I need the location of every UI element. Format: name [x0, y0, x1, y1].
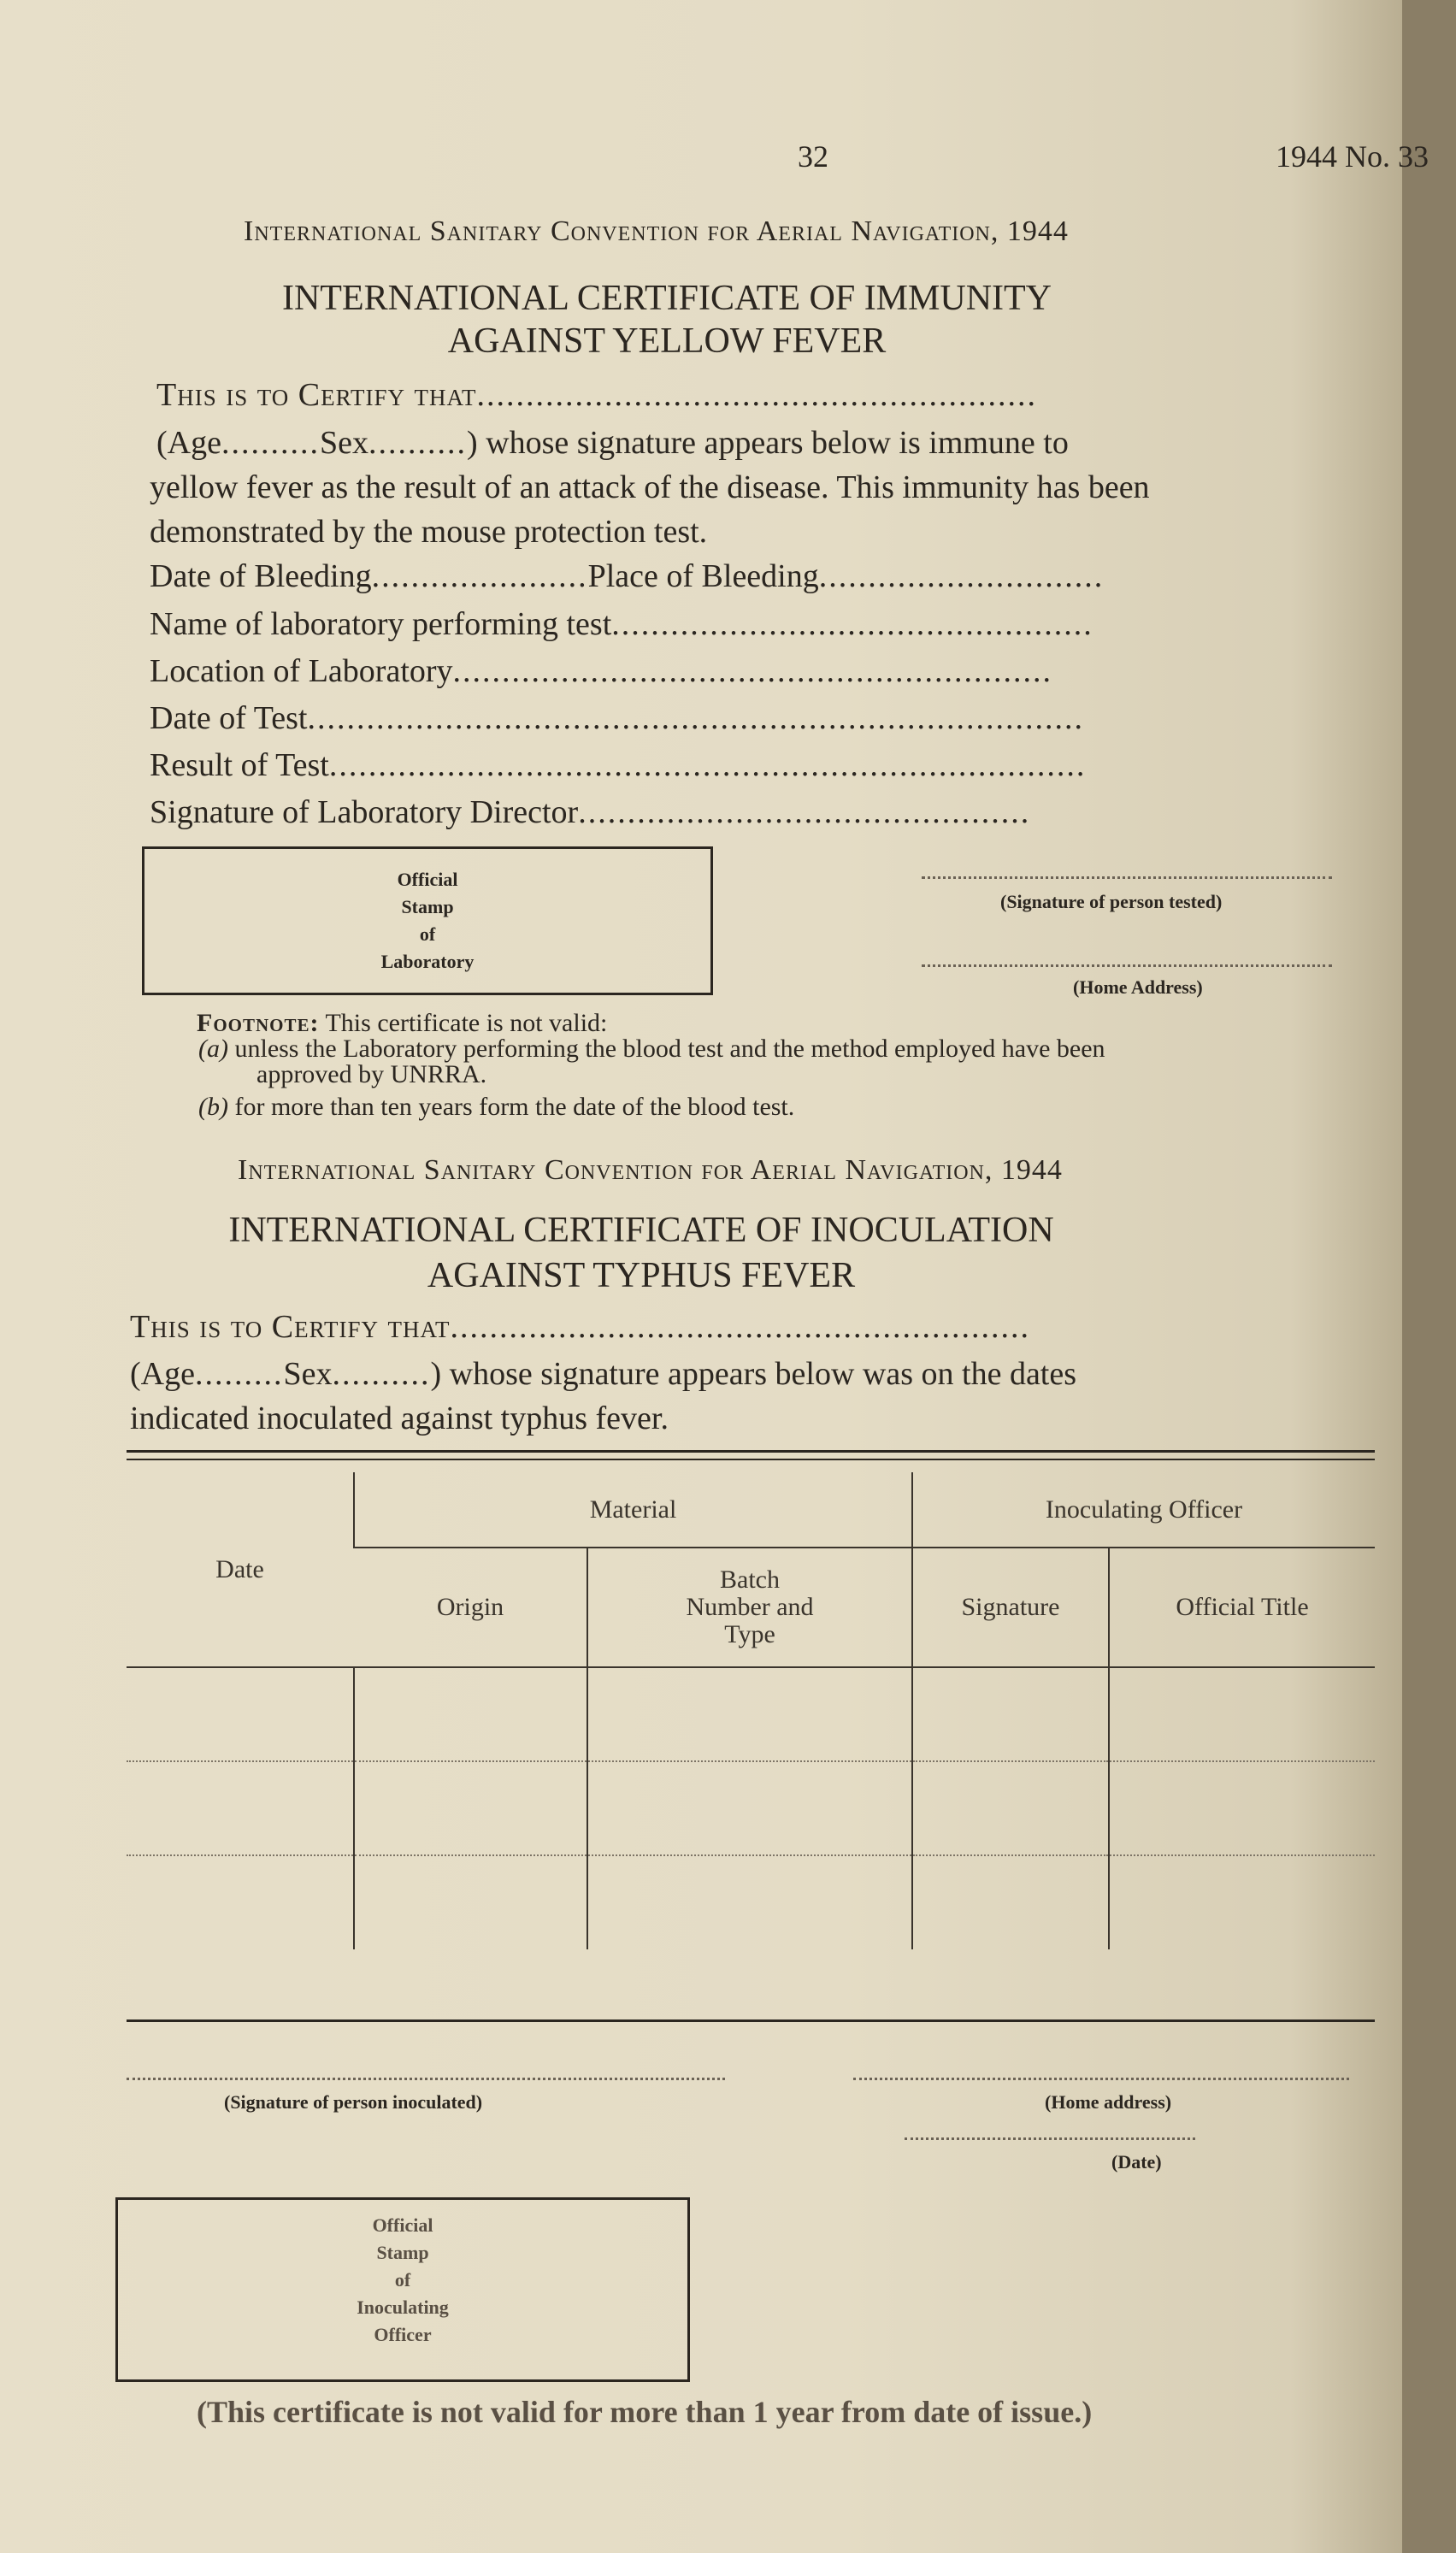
- table-row: [127, 1667, 1375, 1761]
- signature-header: Signature: [912, 1548, 1109, 1667]
- stamp-line: Inoculating: [357, 2297, 449, 2318]
- yellow-fever-title-1: INTERNATIONAL CERTIFICATE OF IMMUNITY: [281, 279, 1052, 318]
- test-result-label: Result of Test: [150, 747, 329, 783]
- typhus-certify-label: This is to Certify that: [130, 1309, 451, 1345]
- lab-location-label: Location of Laboratory: [150, 653, 453, 689]
- table-row: [127, 1761, 1375, 1855]
- stamp-line: Laboratory: [380, 951, 475, 972]
- typhus-whose-text-2: indicated inoculated against typhus fever.: [130, 1400, 669, 1436]
- typhus-title-2: AGAINST TYPHUS FEVER: [427, 1256, 856, 1295]
- batch-header: [587, 1548, 912, 1667]
- validity-notice: (This certificate is not valid for more than 1 year from date of issue.): [197, 2395, 1093, 2429]
- address-line: [922, 964, 1332, 967]
- series-number: 1944 No. 33: [1276, 139, 1429, 174]
- yellow-fever-title-2: AGAINST YELLOW FEVER: [447, 321, 887, 361]
- signature-line: [922, 876, 1332, 879]
- immune-text-2: yellow fever as the result of an attack of the disease. This immunity has been: [150, 469, 1150, 505]
- footnote-label: Footnote:: [197, 1009, 320, 1037]
- inoculating-officer-header: Inoculating Officer: [912, 1472, 1375, 1548]
- typhus-age-label: (Age: [130, 1356, 195, 1392]
- footnote-b: for more than ten years form the date of the blood test.: [234, 1093, 795, 1121]
- director-signature-label: Signature of Laboratory Director: [150, 794, 579, 830]
- footnote-b-label: (b): [198, 1093, 228, 1121]
- stamp-line: Official: [372, 2214, 433, 2236]
- page-number: 32: [798, 139, 828, 174]
- immune-text-3: demonstrated by the mouse protection test.: [150, 514, 708, 550]
- table-row: [127, 1855, 1375, 1949]
- material-header: Material: [354, 1472, 912, 1548]
- origin-header: Origin: [354, 1548, 587, 1667]
- immune-text: ) whose signature appears below is immune to: [466, 425, 1069, 461]
- stamp-line: Stamp: [401, 896, 454, 917]
- stamp-line: Official: [397, 869, 458, 890]
- laboratory-stamp-box: [142, 846, 713, 995]
- convention-heading-1: International Sanitary Convention for Aerial Navigation, 1944: [244, 215, 1069, 247]
- stamp-line: Officer: [374, 2324, 432, 2345]
- signature-tested-caption: (Signature of person tested): [1000, 891, 1223, 912]
- home-address-caption: (Home Address): [1073, 976, 1203, 998]
- date-of-bleeding-label: Date of Bleeding: [150, 558, 372, 594]
- book-edge: [1402, 0, 1456, 2553]
- footnote-text: This certificate is not valid:: [325, 1009, 608, 1037]
- batch-header-line: Type: [724, 1620, 775, 1648]
- test-date-label: Date of Test: [150, 700, 308, 736]
- typhus-home-address-caption: (Home address): [1045, 2091, 1172, 2113]
- convention-heading-2: International Sanitary Convention for Aerial Navigation, 1944: [238, 1154, 1063, 1186]
- typhus-sex-label: Sex: [283, 1356, 333, 1392]
- age-label: (Age: [156, 425, 221, 461]
- lab-name-label: Name of laboratory performing test: [150, 606, 612, 642]
- stamp-line: of: [394, 2269, 411, 2291]
- official-title-header: Official Title: [1109, 1548, 1375, 1667]
- inoculating-officer-stamp-box: [115, 2197, 690, 2382]
- footnote-a: unless the Laboratory performing the blood test and the method employed have been: [234, 1035, 1105, 1063]
- table-bottom-rule: [127, 2019, 1375, 2022]
- certify-label: This is to Certify that: [156, 377, 477, 413]
- typhus-address-line: [853, 2078, 1349, 2080]
- table-top-rule-2: [127, 1459, 1375, 1460]
- batch-header-line: Number and: [686, 1593, 814, 1621]
- date-line: [905, 2137, 1195, 2140]
- date-column-header: Date: [127, 1472, 354, 1667]
- typhus-title-1: INTERNATIONAL CERTIFICATE OF INOCULATION: [228, 1211, 1054, 1250]
- sex-label: Sex: [319, 425, 368, 461]
- signature-inoculated-caption: (Signature of person inoculated): [224, 2091, 483, 2113]
- inoculated-signature-line: [127, 2078, 725, 2080]
- stamp-line: of: [419, 923, 436, 945]
- footnote-a-2: approved by UNRRA.: [256, 1060, 487, 1088]
- inoculation-table: [127, 1472, 1375, 1949]
- place-of-bleeding-label: Place of Bleeding: [587, 558, 819, 594]
- typhus-whose-text: ) whose signature appears below was on the dates: [430, 1356, 1077, 1392]
- table-top-rule: [127, 1450, 1375, 1453]
- footnote-a-label: (a): [198, 1035, 228, 1063]
- batch-header-line: Batch: [720, 1565, 780, 1594]
- stamp-line: Stamp: [376, 2242, 429, 2263]
- date-caption: (Date): [1111, 2151, 1162, 2173]
